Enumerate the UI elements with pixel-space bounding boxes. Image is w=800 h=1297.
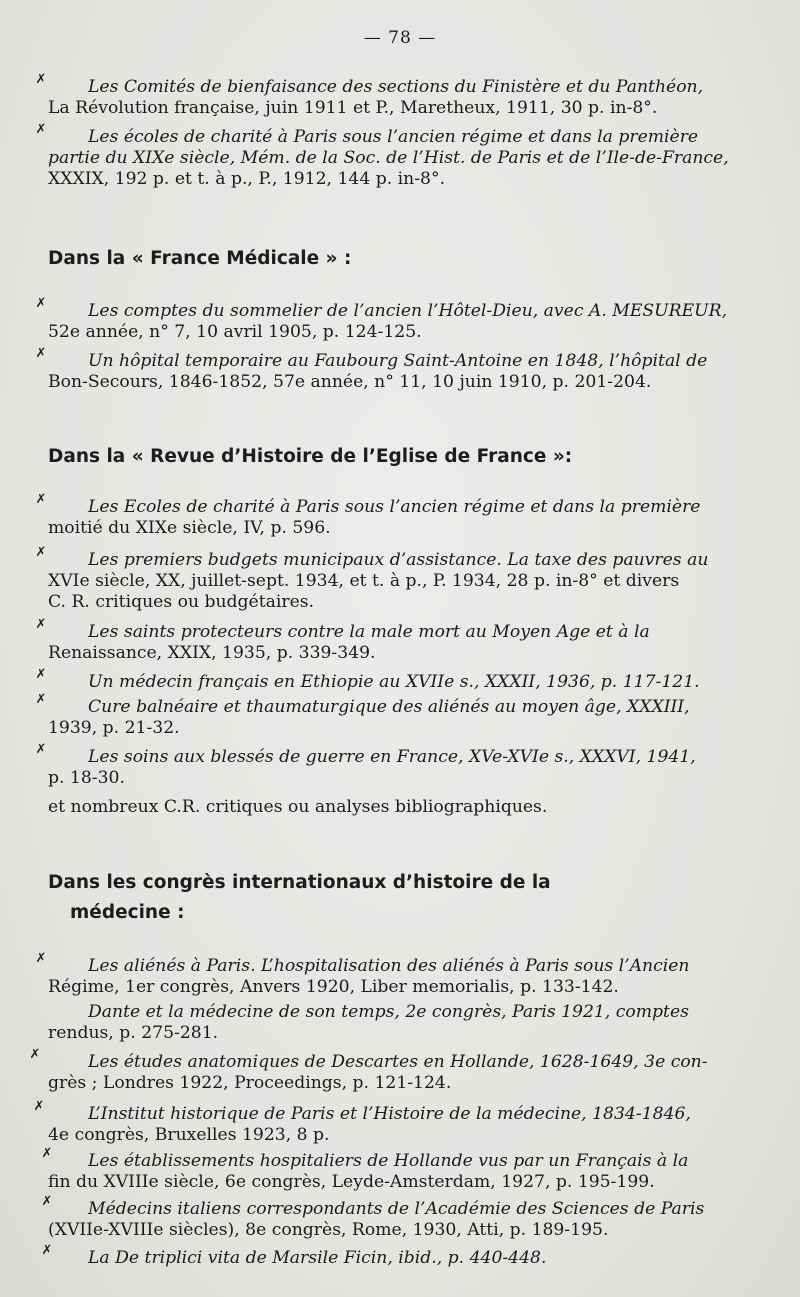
entry-line: Régime, 1er congrès, Anvers 1920, Liber memorialis, p. 133-142. — [48, 977, 619, 997]
bibliography-entry — [48, 77, 764, 119]
margin-check-mark: ✗ — [33, 1099, 45, 1114]
bibliography-entry — [48, 956, 764, 998]
section-heading: Dans les congrès internationaux d’histoire de la — [48, 872, 551, 893]
entry-line: rendus, p. 275-281. — [48, 1023, 219, 1043]
bibliography-entry — [48, 1104, 764, 1146]
entry-line: 4e congrès, Bruxelles 1923, 8 p. — [48, 1125, 330, 1145]
margin-check-mark: ✗ — [35, 296, 47, 311]
margin-check-mark: ✗ — [41, 1146, 53, 1161]
entry-line: Bon-Secours, 1846-1852, 57e année, n° 11, 10 juin 1910, p. 201-204. — [48, 372, 652, 392]
entry-line: C. R. critiques ou budgétaires. — [48, 592, 315, 612]
entry-line: partie du XIXe siècle, Mém. de la Soc. de l’Hist. de Paris et de l’Ile-de-France, — [48, 148, 729, 168]
entry-line: XVIe siècle, XX, juillet-sept. 1934, et t. à p., P. 1934, 28 p. in-8° et divers — [48, 571, 680, 591]
margin-check-mark: ✗ — [35, 617, 47, 632]
entry-line: 1939, p. 21-32. — [48, 718, 180, 738]
margin-check-mark: ✗ — [35, 122, 47, 137]
entry-line: Les études anatomiques de Descartes en Hollande, 1628-1649, 3e con- — [88, 1052, 708, 1072]
bibliography-entry — [48, 127, 764, 190]
entry-line: Les soins aux blessés de guerre en France, XVe-XVIe s., XXXVI, 1941, — [88, 747, 696, 767]
bibliography-entry — [48, 622, 764, 664]
entry-line: La De triplici vita de Marsile Ficin, ibid., p. 440-448. — [88, 1248, 547, 1268]
entry-line: Les premiers budgets municipaux d’assistance. La taxe des pauvres au — [88, 550, 709, 570]
section-heading: Dans la « France Médicale » : — [48, 248, 352, 269]
entry-line: Les saints protecteurs contre la male mort au Moyen Age et à la — [88, 622, 650, 642]
bibliography-entry — [48, 1151, 764, 1193]
margin-check-mark: ✗ — [35, 492, 47, 507]
bibliography-entry — [48, 351, 764, 393]
entry-line: Cure balnéaire et thaumaturgique des aliénés au moyen âge, XXXIII, — [88, 697, 690, 717]
page-number: — 78 — — [363, 28, 437, 48]
entry-line: La Révolution française, juin 1911 et P., Maretheux, 1911, 30 p. in-8°. — [48, 98, 658, 118]
entry-line: p. 18-30. — [48, 768, 125, 788]
entry-line: Médecins italiens correspondants de l’Académie des Sciences de Paris — [88, 1199, 705, 1219]
closing-note — [48, 797, 764, 818]
entry-line: fin du XVIIIe siècle, 6e congrès, Leyde-Amsterdam, 1927, p. 195-199. — [48, 1172, 655, 1192]
entry-line: XXXIX, 192 p. et t. à p., P., 1912, 144 p. in-8°. — [48, 169, 446, 189]
margin-check-mark: ✗ — [35, 545, 47, 560]
bibliography-entry — [48, 1199, 764, 1241]
entry-line: Dante et la médecine de son temps, 2e congrès, Paris 1921, comptes — [88, 1002, 689, 1022]
entry-line: Les établissements hospitaliers de Hollande vus par un Français à la — [88, 1151, 689, 1171]
entry-line: Les écoles de charité à Paris sous l’ancien régime et dans la première — [88, 127, 699, 147]
bibliography-entry — [48, 301, 764, 343]
entry-line: (XVIIe-XVIIIe siècles), 8e congrès, Rome, 1930, Atti, p. 189-195. — [48, 1220, 609, 1240]
entry-line: et nombreux C.R. critiques ou analyses bibliographiques. — [48, 797, 548, 817]
bibliography-entry — [48, 697, 764, 739]
margin-check-mark: ✗ — [35, 742, 47, 757]
margin-check-mark: ✗ — [29, 1047, 41, 1062]
entry-line: L’Institut historique de Paris et l’Histoire de la médecine, 1834-1846, — [88, 1104, 691, 1124]
bibliography-entry — [48, 550, 764, 613]
entry-line: Les Ecoles de charité à Paris sous l’ancien régime et dans la première — [88, 497, 701, 517]
entry-line: grès ; Londres 1922, Proceedings, p. 121-124. — [48, 1073, 452, 1093]
margin-check-mark: ✗ — [35, 951, 47, 966]
entry-line: Un hôpital temporaire au Faubourg Saint-Antoine en 1848, l’hôpital de — [88, 351, 708, 371]
entry-line: Les comptes du sommelier de l’ancien l’Hôtel-Dieu, avec A. MESUREUR, — [88, 301, 728, 321]
margin-check-mark: ✗ — [41, 1194, 53, 1209]
bibliography-entry — [48, 1052, 764, 1094]
margin-check-mark: ✗ — [35, 667, 47, 682]
bibliography-entry — [48, 1248, 764, 1269]
entry-line: moitié du XIXe siècle, IV, p. 596. — [48, 518, 331, 538]
bibliography-entry — [48, 672, 764, 693]
bibliography-entry — [48, 497, 764, 539]
margin-check-mark: ✗ — [35, 346, 47, 361]
margin-check-mark: ✗ — [41, 1243, 53, 1258]
section-heading: Dans la « Revue d’Histoire de l’Eglise de France »: — [48, 446, 573, 467]
entry-line: Les Comités de bienfaisance des sections du Finistère et du Panthéon, — [88, 77, 704, 97]
entry-line: Un médecin français en Ethiopie au XVIIe s., XXXII, 1936, p. 117-121. — [88, 672, 700, 692]
section-heading-continued: médecine : — [70, 902, 185, 923]
margin-check-mark: ✗ — [35, 692, 47, 707]
bibliography-entry — [48, 747, 764, 789]
bibliography-entry — [48, 1002, 764, 1044]
entry-line: 52e année, n° 7, 10 avril 1905, p. 124-125. — [48, 322, 422, 342]
entry-line: Les aliénés à Paris. L’hospitalisation des aliénés à Paris sous l’Ancien — [88, 956, 690, 976]
margin-check-mark: ✗ — [35, 72, 47, 87]
entry-line: Renaissance, XXIX, 1935, p. 339-349. — [48, 643, 376, 663]
